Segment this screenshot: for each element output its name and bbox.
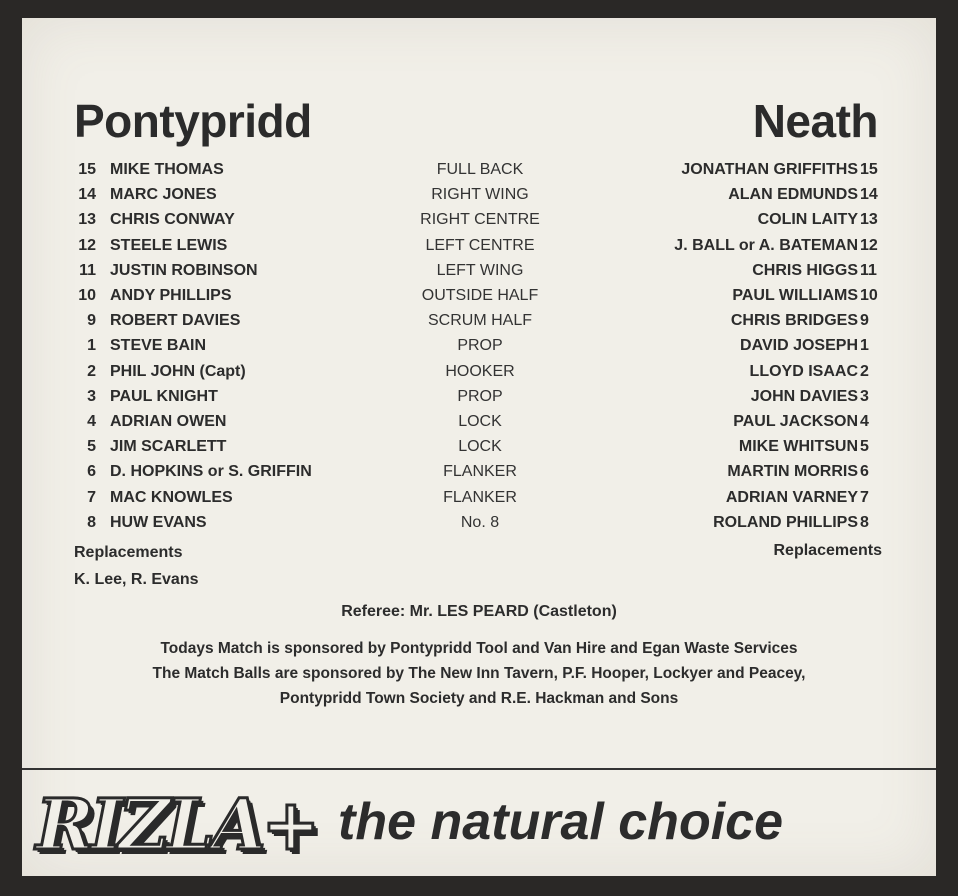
position-label: HOOKER (445, 362, 515, 380)
team-sheet-row (22, 234, 936, 258)
away-player-name: J. BALL or A. BATEMAN (674, 236, 858, 254)
home-shirt-number: 2 (87, 362, 96, 380)
home-player-name: ROBERT DAVIES (110, 312, 241, 330)
away-player-name: JOHN DAVIES (750, 387, 858, 405)
away-shirt-number: 14 (860, 186, 878, 204)
sponsor-line: Todays Match is sponsored by Pontypridd Tool and Van Hire and Egan Waste Services (160, 640, 798, 657)
away-player-name: MARTIN MORRIS (727, 463, 858, 481)
away-shirt-number: 5 (860, 438, 869, 456)
team-sheet-row (22, 435, 936, 459)
away-shirt-number: 13 (860, 211, 878, 229)
away-shirt-number: 4 (860, 413, 869, 430)
away-shirt-number: 2 (860, 362, 869, 380)
position-label: PROP (457, 387, 503, 405)
home-shirt-number: 6 (87, 463, 96, 481)
team-sheet-row (22, 334, 936, 358)
home-player-name: MAC KNOWLES (110, 488, 233, 506)
position-label: No. 8 (460, 513, 500, 531)
team-sheet-row (22, 511, 936, 535)
away-player-name: DAVID JOSEPH (740, 337, 858, 355)
position-label: FULL BACK (436, 161, 524, 178)
home-shirt-number: 7 (87, 488, 96, 506)
away-player-name: PAUL WILLIAMS (732, 287, 858, 304)
position-label: FLANKER (443, 488, 517, 506)
team-sheet-row (22, 208, 936, 232)
home-shirt-number: 4 (87, 413, 96, 430)
home-shirt-number: 8 (87, 513, 96, 531)
position-label: RIGHT WING (431, 186, 529, 204)
away-team-title: Neath (752, 95, 878, 147)
away-shirt-number: 3 (860, 387, 869, 405)
team-sheet-row (22, 259, 936, 283)
home-player-name: ANDY PHILLIPS (110, 287, 232, 304)
home-replacements-names: K. Lee, R. Evans (74, 571, 199, 588)
home-shirt-number: 1 (87, 337, 96, 355)
away-shirt-number: 11 (860, 261, 877, 279)
home-player-name: MARC JONES (110, 186, 217, 204)
home-shirt-number: 9 (87, 312, 96, 330)
home-shirt-number: 5 (87, 438, 96, 456)
away-shirt-number: 15 (860, 161, 878, 178)
away-player-name: COLIN LAITY (757, 211, 858, 229)
away-shirt-number: 7 (860, 488, 869, 506)
programme-page (22, 18, 936, 876)
home-player-name: STEVE BAIN (110, 337, 207, 355)
away-shirt-number: 9 (860, 312, 869, 330)
position-label: LEFT CENTRE (425, 236, 535, 254)
away-shirt-number: 8 (860, 513, 869, 531)
advert-tagline: the natural choice (338, 793, 783, 851)
away-player-name: ADRIAN VARNEY (725, 488, 858, 506)
away-player-name: ROLAND PHILLIPS (713, 513, 858, 531)
home-player-name: MIKE THOMAS (110, 161, 224, 178)
away-player-name: JONATHAN GRIFFITHS (681, 161, 858, 178)
team-sheet-row (22, 410, 936, 434)
team-sheet-row (22, 385, 936, 409)
away-player-name: CHRIS HIGGS (752, 261, 858, 279)
team-sheet-row (22, 183, 936, 207)
divider (22, 768, 936, 770)
team-sheet-row (22, 158, 936, 182)
home-shirt-number: 15 (78, 161, 96, 178)
team-sheet-row (22, 460, 936, 484)
home-player-name: D. HOPKINS or S. GRIFFIN (110, 463, 312, 481)
position-label: LOCK (458, 413, 502, 430)
sponsor-line: Pontypridd Town Society and R.E. Hackman and Sons (279, 690, 679, 707)
home-player-name: PHIL JOHN (Capt) (110, 362, 246, 380)
away-replacements-label: Replacements (773, 542, 882, 559)
home-player-name: PAUL KNIGHT (110, 387, 218, 405)
position-label: LOCK (458, 438, 502, 456)
away-player-name: LLOYD ISAAC (749, 362, 858, 380)
position-label: SCRUM HALF (427, 312, 532, 330)
away-player-name: PAUL JACKSON (733, 413, 858, 430)
home-player-name: STEELE LEWIS (110, 236, 228, 254)
home-team-title: Pontypridd (74, 95, 312, 147)
referee-line: Referee: Mr. LES PEARD (Castleton) (341, 603, 617, 620)
away-player-name: CHRIS BRIDGES (730, 312, 858, 330)
home-replacements-label: Replacements (74, 544, 183, 561)
position-label: PROP (457, 337, 503, 355)
home-player-name: JIM SCARLETT (110, 438, 227, 456)
away-shirt-number: 1 (860, 337, 869, 355)
team-sheet-row (22, 309, 936, 333)
home-player-name: HUW EVANS (110, 513, 207, 531)
away-player-name: ALAN EDMUNDS (728, 186, 858, 204)
sponsor-line: The Match Balls are sponsored by The New Inn Tavern, P.F. Hooper, Lockyer and Peacey, (152, 665, 806, 682)
position-label: LEFT WING (436, 261, 524, 279)
home-player-name: ADRIAN OWEN (110, 413, 227, 430)
position-label: OUTSIDE HALF (421, 287, 539, 304)
home-shirt-number: 10 (78, 287, 96, 304)
home-shirt-number: 13 (78, 211, 96, 229)
team-sheet-row (22, 284, 936, 308)
home-shirt-number: 3 (87, 387, 96, 405)
team-sheet-row (22, 360, 936, 384)
away-shirt-number: 6 (860, 463, 869, 481)
position-label: FLANKER (443, 463, 517, 481)
rizla-logo: RIZLA+ (36, 783, 317, 866)
away-shirt-number: 10 (860, 287, 878, 304)
home-player-name: JUSTIN ROBINSON (110, 261, 258, 279)
away-shirt-number: 12 (860, 236, 878, 254)
home-shirt-number: 11 (79, 261, 96, 279)
home-shirt-number: 12 (78, 236, 96, 254)
position-label: RIGHT CENTRE (420, 211, 540, 229)
home-shirt-number: 14 (78, 186, 96, 204)
team-sheet-row (22, 486, 936, 510)
away-player-name: MIKE WHITSUN (738, 438, 858, 456)
home-player-name: CHRIS CONWAY (110, 211, 235, 229)
